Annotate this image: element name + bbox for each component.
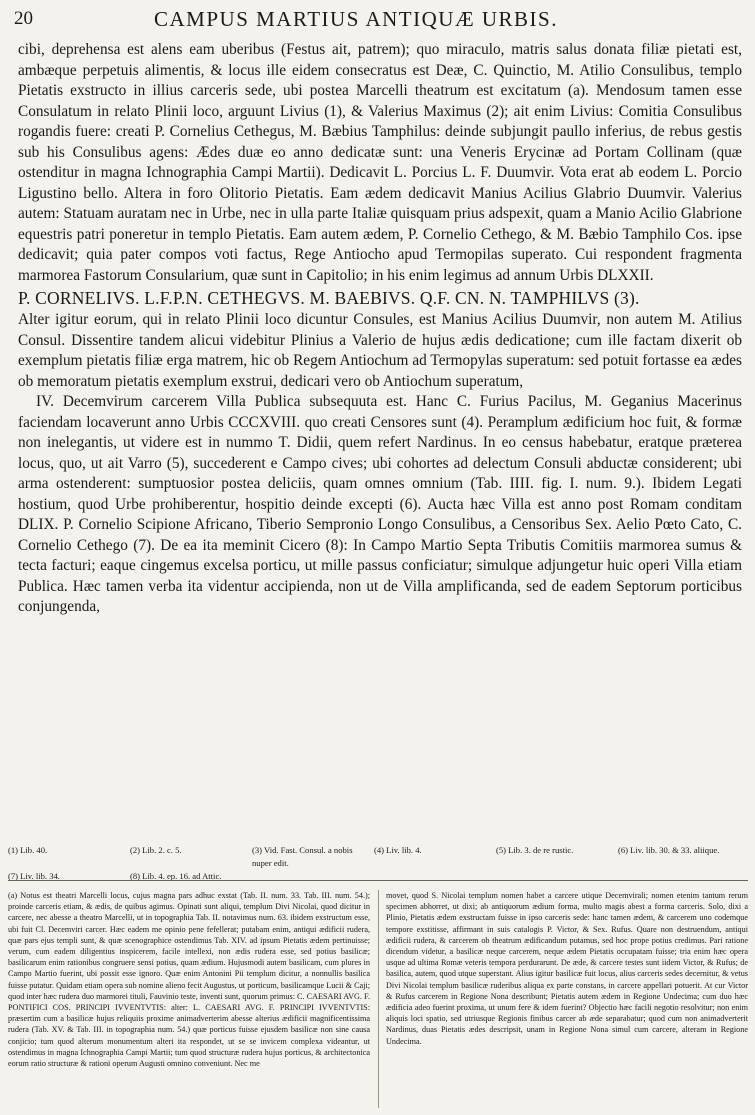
commentary-notes <box>8 890 748 1110</box>
footnote-2: (2) Lib. 2. c. 5. <box>130 845 182 855</box>
running-title: CAMPUS MARTIUS ANTIQUÆ URBIS. <box>154 7 558 31</box>
footnote-5: (5) Lib. 3. de re rustic. <box>496 845 574 855</box>
paragraph-3: IV. Decemvirum carcerem Villa Publica subsequuta est. Hanc C. Furius Pacilus, M. Geganius Macerinus faciendam locaverunt anno Urbis CCCXVIII. quo creati Censores sunt (4). Peramplum ædificium hoc fuit, & formæ non inelegantis, ut videre est in nummo T. Didii, quem refert Nardinus. In eo census habebatur, eratque præterea locus, quo, ut ait Varro (5), succederent e Campo cives; ubi cohortes ad delectum Consuli abductæ considerent; ubi arma ostenderent: sumptuosior postea deliciis, quam omnes omnium (Tab. IIII. fig. I. num. 9.). Ibidem Legati hostium, quod Urbe prohiberentur, hospitio deinde excepti (6). Aucta hæc Villa est anno post Romam conditam DLIX. P. Cornelio Scipione Africano, Tiberio Sempronio Longo Consulibus, a Censoribus Sex. Aelio Pœto Cato, C. Cornelio Cethego (7). De ea ita meminit Cicero (8): In Campo Martio Septa Tributis Comitiis marmorea sumus & tecta facturi; eaque cingemus excelsa porticu, ut mille passus conficiatur; simulque adjungetur huic operi Villa etiam Publica. Hæc tamen verba ita videntur accipienda, non ut de Villa amplificanda, sed de eadem Septorum porticibus conjungenda, <box>18 393 742 615</box>
footnote-3: (3) Vid. Fast. Consul. a nobis nuper edit. <box>252 845 353 868</box>
footnote-7: (7) Liv. lib. 34. <box>8 871 60 881</box>
footnote-4: (4) Liv. lib. 4. <box>374 845 422 855</box>
running-head <box>14 4 741 34</box>
inscription-line: P. CORNELIVS. L.F.P.N. CETHEGVS. M. BAEBIVS. Q.F. CN. N. TAMPHILVS (3). <box>18 288 640 308</box>
main-text <box>18 40 742 618</box>
footnote-1: (1) Lib. 40. <box>8 845 48 855</box>
page-number: 20 <box>14 8 33 29</box>
footnote-8: (8) Lib. 4. ep. 16. ad Attic. <box>130 871 222 881</box>
notes-column-right: movet, quod S. Nicolai templum nomen habet a carcere utique Decemvirali; nomen etenim tantum rerum specimen abhorret, ut dixi; ab antiquorum ædium forma, multo magis abest a forma carceris. Solo, dixi a Plinio, Pietatis ædem exstructam fuisse in ipso carceris sede: hanc tamen ædem, & carcerem uno codemque tempore exstitisse, affirmant in suis catalogis P. Victor, & Sex. Rufus. Quare non destruendum, antiqui ædificii rudera, & carcerem ob theatrum ædificandum putamus, sed hoc prope potius credimus. Pari ratione dicendum videtur, a basilicæ neque carcerem, neque ædem Pietatis occupatam fuisse; tria enim hæc opera usque ad ultima Romæ veteris tempora perdurarunt. De æde, & carcere testes sunt iidem Victor, & Rufus; de basilica, autem, quod utque superstant. Alius igitur basilicæ fuit locus, alius carceris sedes decernitur, & vetus Divi Nicolai templum basilicæ ruderibus aliqua ex parte constans, in carcere appellari potuerit. At cur Victor & Rufus carcerem in Regione Nona describunt; Pietatis autem ædem in Regione Undecima; cum duo hæc ædificia adeo fuerint proxima, ut unum fere & idem fuerint? Objectio hæc facili negotio resolvitur; non enim aliquis loci spatio, sed utriusque Regionis finibus carcer ab æde separabatur; quod cum non animadverterit Nardinus, duas Pietatis ædes descripsit, unam in Regione Nona simul cum carcere, alteram in Regione Undecima. <box>386 891 748 1046</box>
notes-divider-rule <box>8 880 748 881</box>
footnote-6: (6) Liv. lib. 30. & 33. aliique. <box>618 845 720 855</box>
notes-column-left: (a) Notus est theatri Marcelli locus, cujus magna pars adhuc exstat (Tab. II. num. 33. Tab. III. num. 54.); proinde carceris etiam, & ædis, de quibus agimus. Opinati sunt aliqui, templum Divi Nicolai, quod dicitur in carcere, nec abesse a theatro Marcelli, ut in topographia Tab. II. notavimus num. 63. ibidem exstructum esse, ubi fuit Cl. Decemviri carcer. Hæc eadem me opinio pene fefellerat; putabam enim, antiqui ædificii rudera, quæ pars ejus templi sunt, & quæ scenographice ostendimus Tab. XIV. ad ipsum Pietatis ædem pertinuisse; verum, cum eadem diligentius inspicerem, facile intellexi, non ædis rudera esse, sed potius basilicæ; basilicarum enim rationibus congruere sensi potius, quam ædium. Hujusmodi autem basilicam, cum plures in Campo Martio fuerint, ubi possit esse ignoro. Quæ enim Antonini Pii templum dicitur, a nonnullis basilica fuisse putatur. Quidam etiam opera sub nomine alieno fecit Augustus, ut porticum, basilicamque Lucii & Caji; quod inter hæc rudera duo marmorei tituli, Fauvinio teste, inventi sunt, quorum primus: C. CAESARI AVG. F. PONTIFICI COS. PRINCIPI IVVENTVTIS: alter: L. CAESARI AVG. F. PRINCIPI IVVENTVTIS: præsertim cum a basilicæ hujus reliquiis proxime animadverterim abesse alterius ædificii magnificentissima rudera (Tab. XV. & Tab. III. in topographia num. 54.) quæ porticus fuisse ejusdem basilicæ non sine causa conjicio; tum quod alterum monumentum alteri ita respondet, ut se se invicem complexa videantur, ut ostendimus in magna Ichnographia Campi Martii; tum quod structuræ rudera hujus porticus, & architectonica eorum ratio structuræ & rationi operum Augusti omnino conveniunt. Nec me <box>8 891 370 1069</box>
column-divider <box>378 890 379 1108</box>
paragraph-1: cibi, deprehensa est alens eam uberibus (Festus ait, patrem); quo miraculo, matris salus donata filiæ pietati est, ambæque perpetuis alimentis, & locus ille eidem consecratus est Deæ, C. Quinctio, M. Atilio Consulibus, templo Pietatis exstructo in illius carceris sede, ubi postea Marcelli theatrum est excitatum (a). Mendosum tamen esse Consulatum in relato Plinii loco, arguunt Livius (1), & Valerius Maximus (2); ait enim Livius: Comitia Consulibus rogandis fuere: creati P. Cornelius Cethegus, M. Bæbius Tamphilus: deinde subjungit paullo inferius, de rebus gestis sub his Consulibus agens: Ædes duæ eo anno dedicatæ sunt: una Veneris Erycinæ ad Portam Collinam (quæ ostenditur in magna Ichnographia Campi Martii). Dedicavit L. Porcius L. F. Duumvir. Vota erat ab eodem L. Porcio Ligustino bello. Altera in foro Olitorio Pietatis. Eam ædem dedicavit Manius Acilius Glabrio Duumvir. Valerius autem: Statuam auratam nec in Urbe, nec in ulla parte Italiæ quisquam prius adspexit, quam a Manio Acilio Glabrione equestris patri poneretur in templo Pietatis. Eam autem ædem, P. Cornelio Cethego, & M. Bæbio Tamphilo Cos. ipse dedicavit; quia pater compos voti factus, Rege Antiocho apud Termopilas superato. Cui respondent fragmenta marmorea Fastorum Consularium, quæ sunt in Capitolio; in his enim legimus ad annum Urbis DLXXII. <box>18 41 742 284</box>
paragraph-2: Alter igitur eorum, qui in relato Plinii loco dicuntur Consules, est Manius Acilius Duumvir, non autem M. Atilius Consul. Dissentire tandem alicui videbitur Plinius a Valerio de hujus ædis dedicatione; cum ille factam dixerit ob exemplum pietatis filiæ erga matrem, hic ob Regem Antiochum ad Termopylas superatum: sed potuit fortasse ea ædes ob memoratum pietatis exemplum exstrui, dedicari vero ob Antiochum superatum, <box>18 311 742 390</box>
footnotes <box>8 844 748 883</box>
